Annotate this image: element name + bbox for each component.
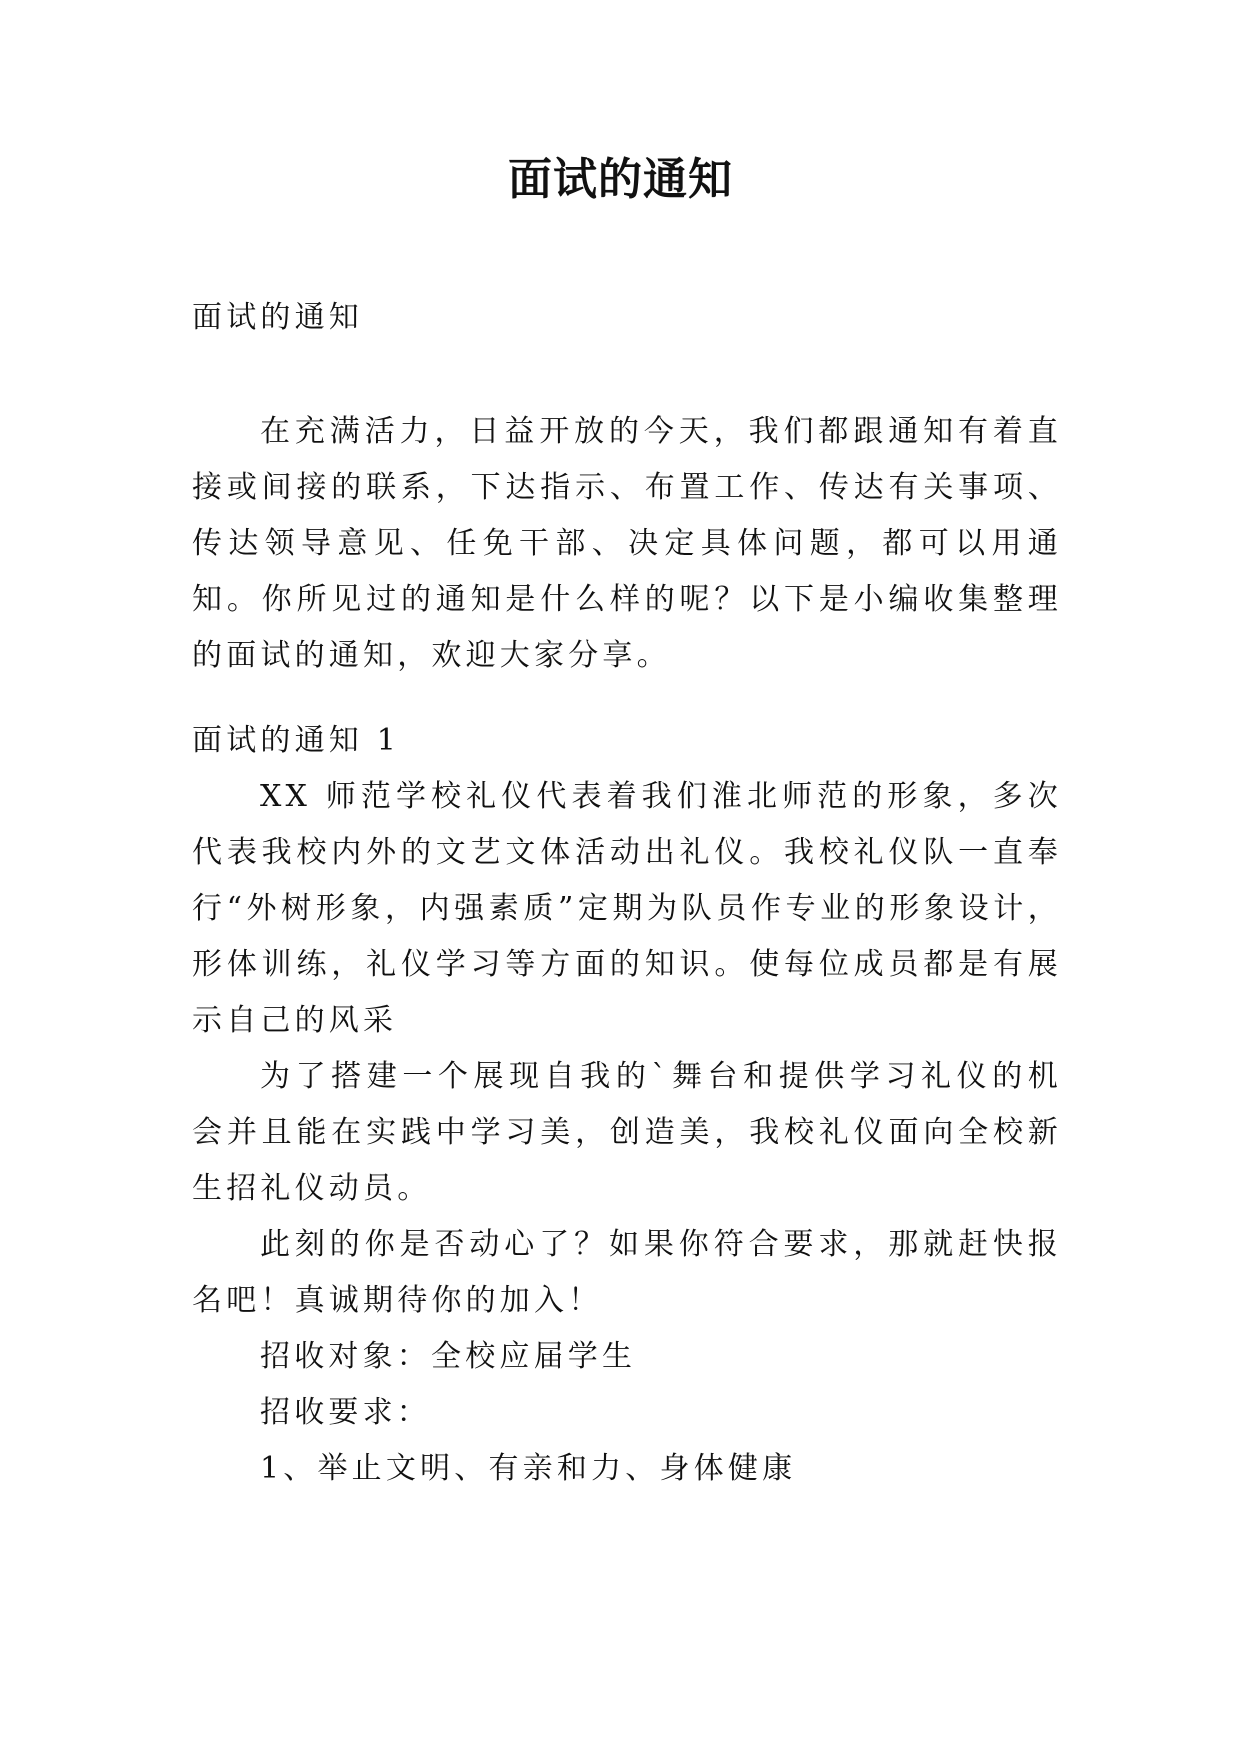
paragraph-4: 招收对象：全校应届学生 xyxy=(260,1339,637,1374)
paragraph-3: 此刻的你是否动心了？如果你符合要求，那就赶快报名吧！真诚期待你的加入！ xyxy=(192,1227,1062,1318)
section-heading: 面试的通知 1 xyxy=(192,723,401,758)
paragraph-1: XX 师范学校礼仪代表着我们淮北师范的形象，多次代表我校内外的文艺文体活动出礼仪。我校礼仪队一直奉行“外树形象，内强素质”定期为队员作专业的形象设计，形体训练，礼仪学习等方面的知识。使每位成员都是有展示自己的风采 xyxy=(192,779,1062,1038)
intro-block xyxy=(192,404,1062,684)
paragraph-5: 招收要求： xyxy=(260,1395,431,1430)
intro-paragraph: 在充满活力，日益开放的今天，我们都跟通知有着直接或间接的联系，下达指示、布置工作、传达有关事项、传达领导意见、任免干部、决定具体问题，都可以用通知。你所见过的通知是什么样的呢？以下是小编收集整理的面试的通知，欢迎大家分享。 xyxy=(192,414,1062,673)
paragraph-2: 为了搭建一个展现自我的`舞台和提供学习礼仪的机会并且能在实践中学习美，创造美，我校礼仪面向全校新生招礼仪动员。 xyxy=(192,1059,1062,1206)
document-title: 面试的通知 xyxy=(508,154,733,205)
document-subtitle xyxy=(192,290,1062,346)
subtitle-text: 面试的通知 xyxy=(192,300,363,335)
paragraph-6: 1、举止文明、有亲和力、身体健康 xyxy=(260,1451,797,1486)
section-1 xyxy=(192,713,1062,1497)
